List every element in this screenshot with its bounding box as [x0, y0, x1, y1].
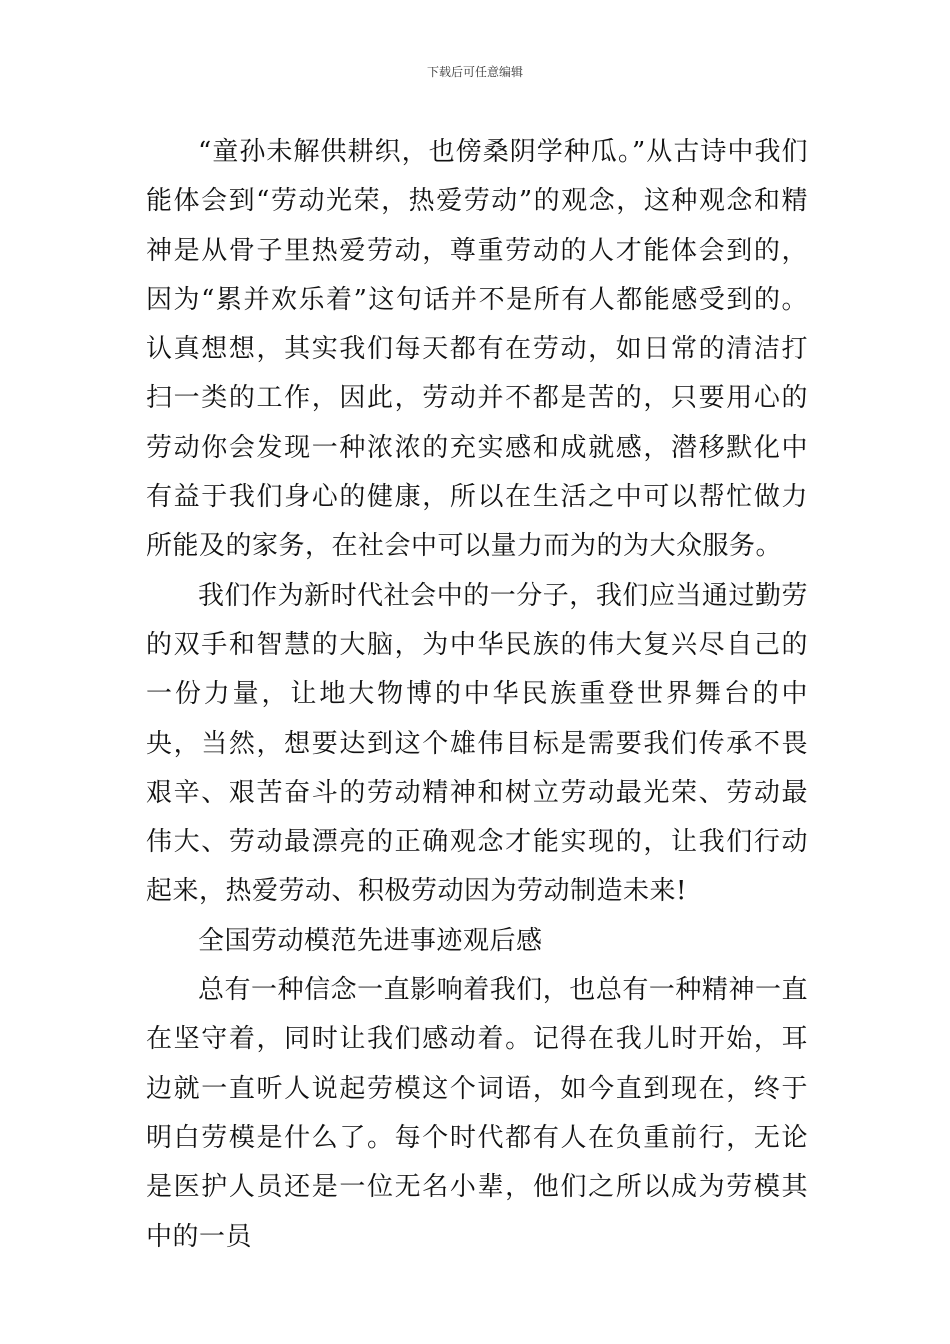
paragraph-model-workers: 总有一种信念一直影响着我们，也总有一种精神一直在坚守着，同时让我们感动着。记得在我儿时开始，耳边就一直听人说起劳模这个词语，如今直到现在，终于明白劳模是什么了。每个时代都有人在负重前行，无论是医护人员还是一位无名小辈，他们之所以成为劳模其中的一员	[146, 975, 808, 1252]
page-header-note: 下载后可任意编辑	[426, 65, 523, 79]
section-title: 全国劳动模范先进事迹观后感	[198, 925, 543, 956]
paragraph-poem-labor: “童孙未解供耕织，也傍桑阴学种瓜。”从古诗中我们能体会到“劳动光荣，热爱劳动”的观念，这种观念和精神是从骨子里热爱劳动，尊重劳动的人才能体会到的，因为“累并欢乐着”这句话并不是所有人都能感受到的。认真想想，其实我们每天都有在劳动，如日常的清洁打扫一类的工作，因此，劳动并不都是苦的，只要用心的劳动你会发现一种浓浓的充实感和成就感，潜移默化中有益于我们身心的健康，所以在生活之中可以帮忙做力所能及的家务，在社会中可以量力而为的为大众服务。	[146, 137, 808, 562]
document-body	[146, 128, 808, 1262]
paragraph-new-era: 我们作为新时代社会中的一分子，我们应当通过勤劳的双手和智慧的大脑，为中华民族的伟大复兴尽自己的一份力量，让地大物博的中华民族重登世界舞台的中央，当然，想要达到这个雄伟目标是需要我们传承不畏艰辛、艰苦奋斗的劳动精神和树立劳动最光荣、劳动最伟大、劳动最漂亮的正确观念才能实现的，让我们行动起来，热爱劳动、积极劳动因为劳动制造未来!	[146, 580, 808, 907]
